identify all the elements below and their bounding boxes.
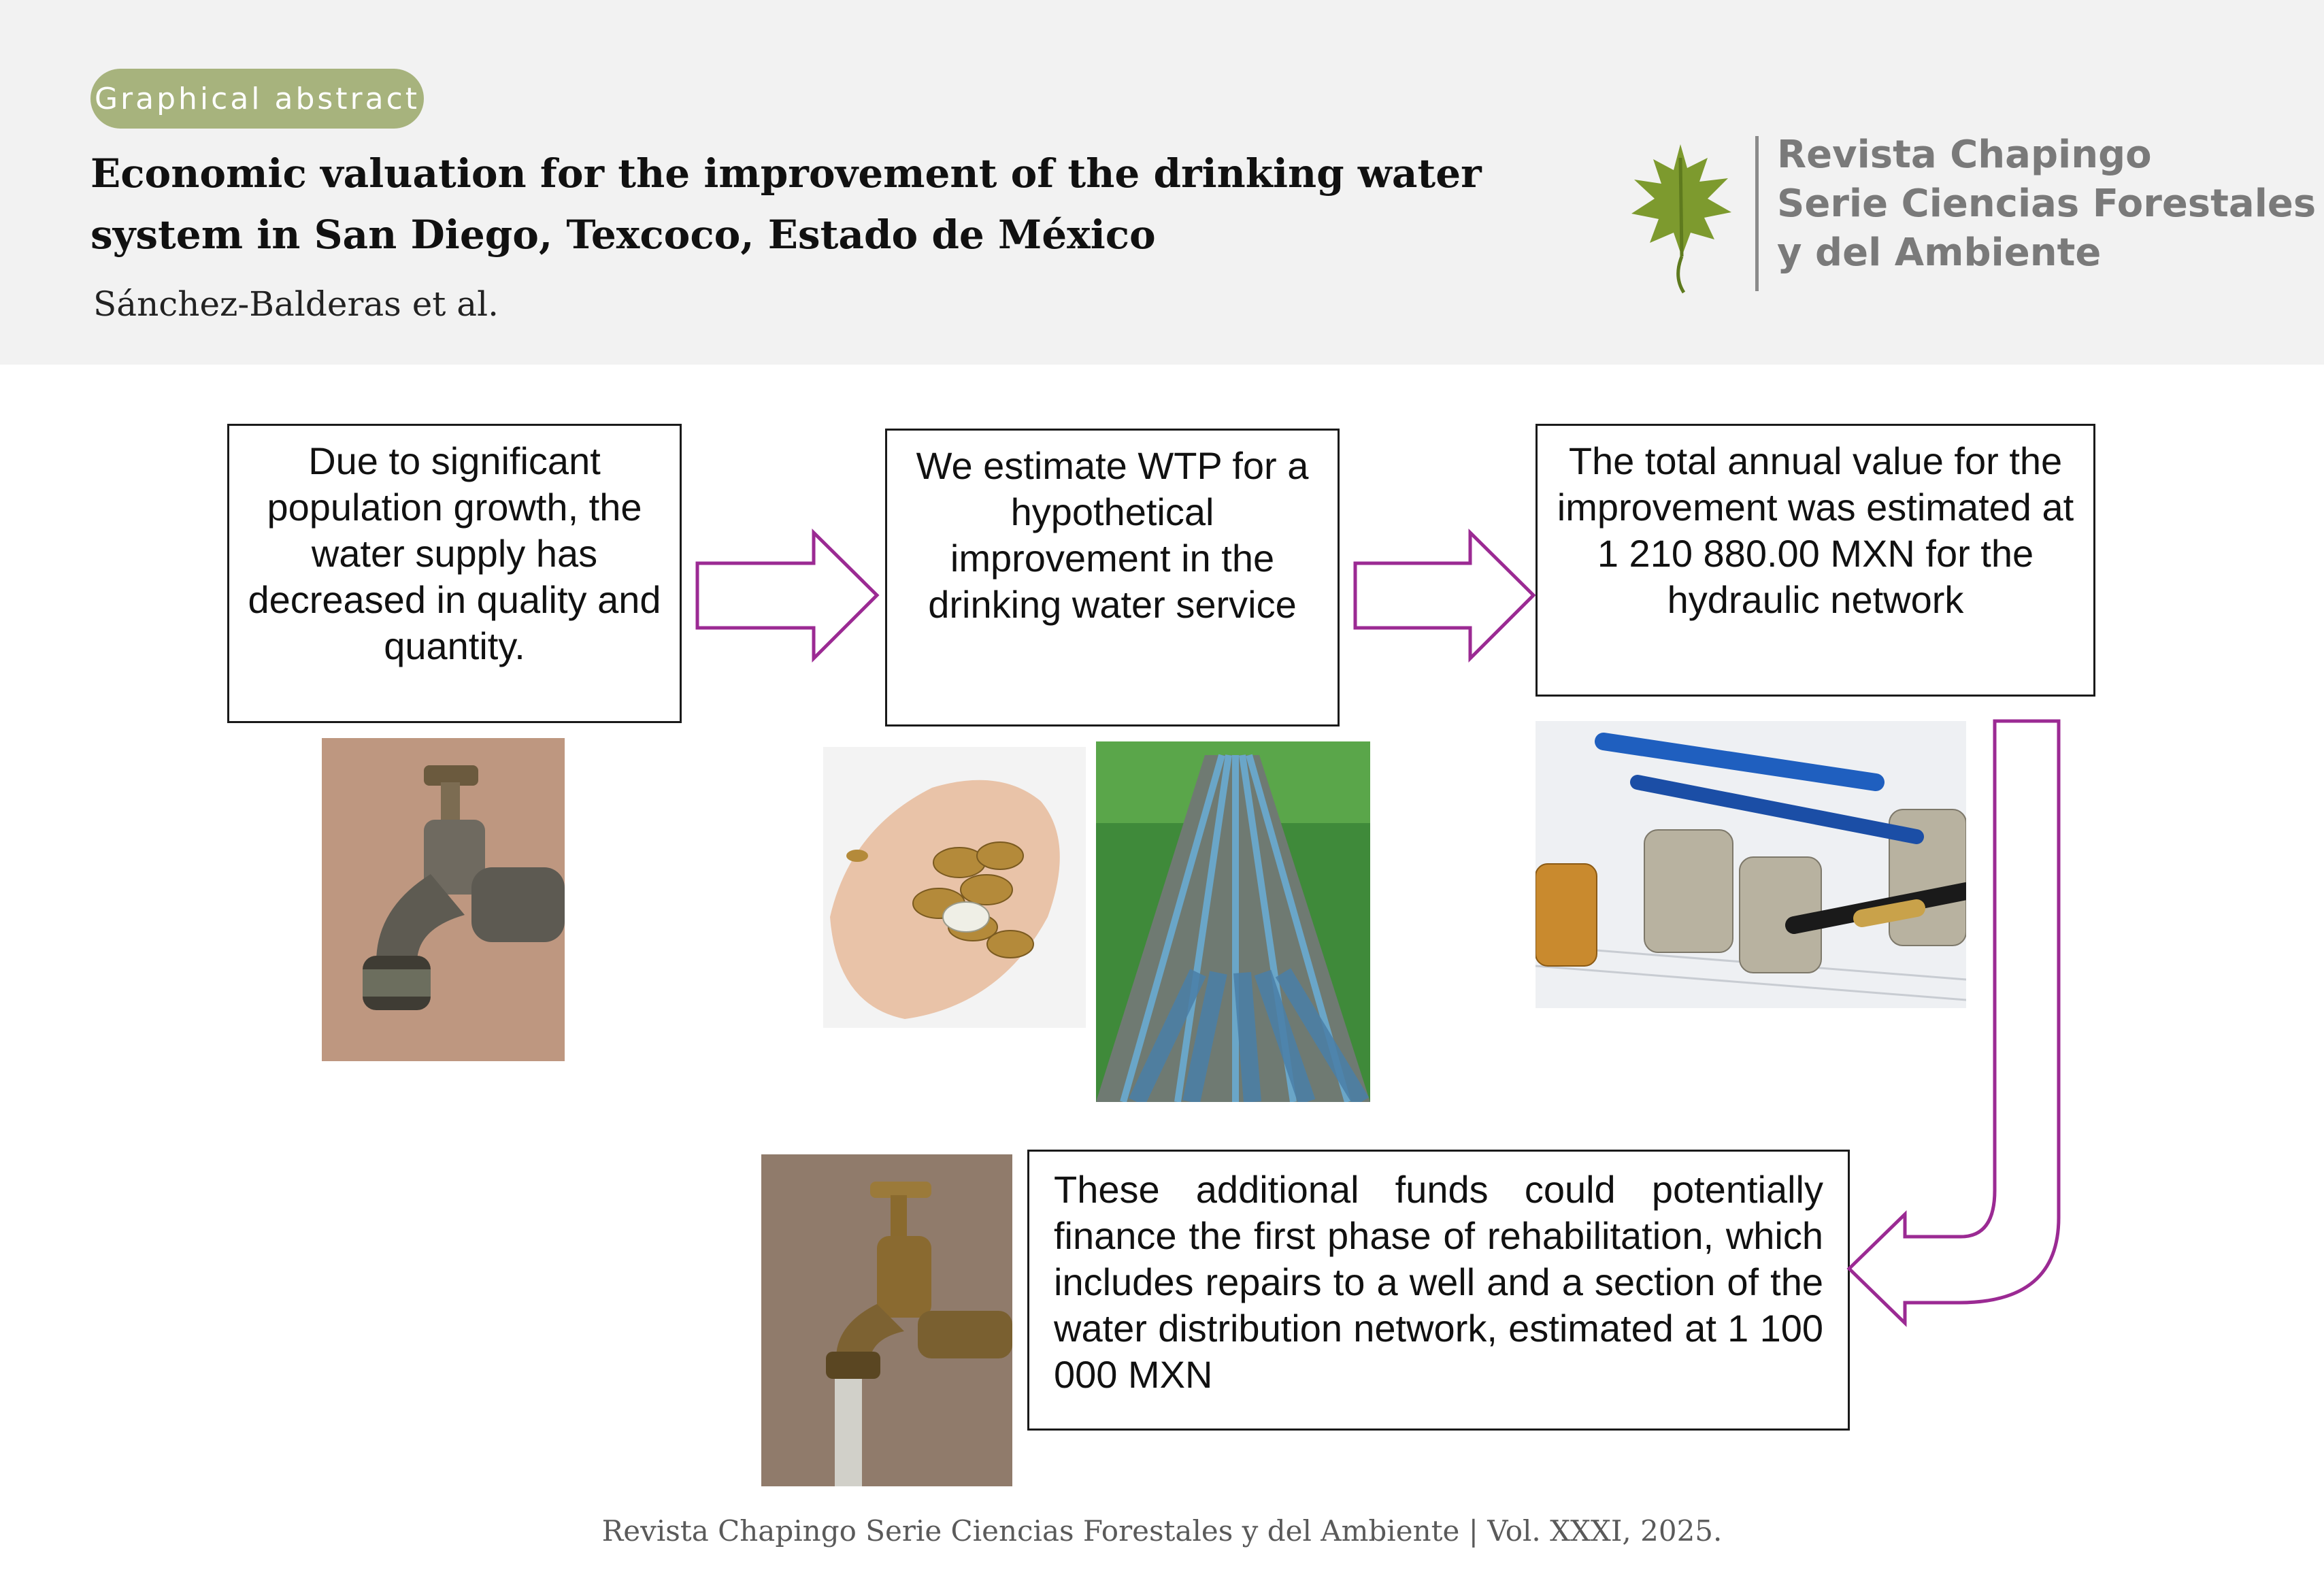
right-arrow-2 <box>1355 533 1533 658</box>
dry-faucet-photo <box>322 738 565 1061</box>
logo-divider <box>1755 136 1759 291</box>
footer-citation: Revista Chapingo Serie Ciencias Forestales y del Ambiente | Vol. XXXI, 2025. <box>601 1514 1723 1548</box>
hand-with-coins-photo <box>823 747 1086 1028</box>
logo-line-3: y del Ambiente <box>1777 231 2102 275</box>
journal-logo-text <box>1777 131 2316 278</box>
logo-line-1: Revista Chapingo <box>1777 133 2152 177</box>
graphical-abstract-badge: Graphical abstract <box>90 69 424 129</box>
box-wtp-estimate: We estimate WTP for a hypothetical improvement in the drinking water service <box>885 429 1340 726</box>
running-faucet-photo <box>761 1154 1012 1486</box>
article-title: Economic valuation for the improvement of the drinking water system in San Diego, Texcoco, Estado de México <box>90 150 1482 258</box>
authors: Sánchez-Balderas et al. <box>93 284 499 324</box>
right-arrow-1 <box>697 533 877 658</box>
oak-leaf-icon <box>1619 131 1742 294</box>
header <box>0 0 2324 365</box>
box-additional-funds: These additional funds could potentially finance the first phase of rehabilitation, which includes repairs to a well and a section of the water distribution network, estimated at 1 100 000 MXN <box>1027 1150 1850 1431</box>
box-total-annual-value: The total annual value for the improvement was estimated at 1 210 880.00 MXN for the hydraulic network <box>1536 424 2095 697</box>
box-population-growth: Due to significant population growth, the water supply has decreased in quality and quantity. <box>227 424 682 723</box>
water-pipeline-photo <box>1096 741 1370 1102</box>
logo-line-2: Serie Ciencias Forestales <box>1777 182 2317 226</box>
coins-and-pens-photo <box>1536 721 1966 1008</box>
